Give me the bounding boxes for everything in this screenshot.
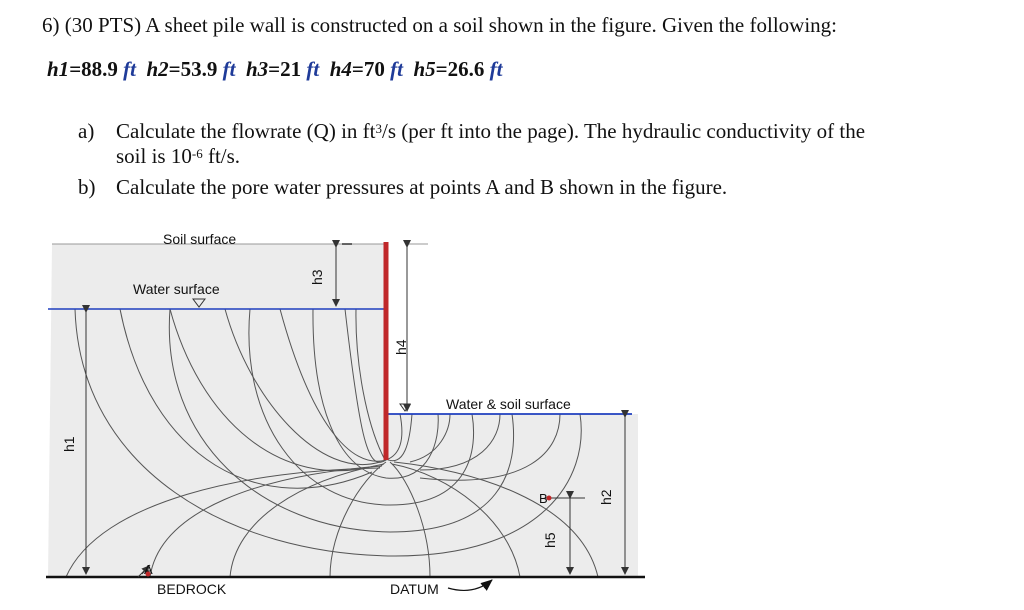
given-name: h5 [413,57,436,81]
part-a-line2-post: ft/s. [202,144,241,168]
given-unit: ft [123,57,136,81]
given-value: 88.9 [81,57,118,81]
given-unit: ft [306,57,320,81]
water-surface-label: Water surface [133,281,220,297]
given-value: 70 [363,57,385,81]
given-name: h4 [329,57,352,81]
part-a-text [116,119,865,169]
part-a-line1-post: /s (per ft into the page). The hydraulic conductivity of the [381,119,866,143]
given-value: 53.9 [180,57,218,81]
water-soil-surface-label: Water & soil surface [446,396,571,412]
given-name: h3 [245,57,269,81]
question-header [42,13,837,38]
part-a-line1-pre: Calculate the flowrate (Q) in ft [116,119,376,143]
bedrock-label: BEDROCK [157,581,227,597]
part-b-label: b) [78,175,96,199]
h5-label: h5 [542,532,558,548]
given-name: h1 [47,57,70,81]
h4-label: h4 [393,339,409,355]
soil-surface-label: Soil surface [163,231,237,247]
sheet-pile-figure [0,225,1024,610]
h3-label: h3 [309,269,325,285]
given-unit: ft [390,57,403,81]
point-a-label: A [144,562,153,577]
question-statement: A sheet pile wall is constructed on a soil shown in the figure. Given the following: [145,13,837,37]
water-level-triangle-right [400,404,410,411]
datum-label: DATUM [390,581,439,597]
given-name: h2 [146,57,169,81]
given-unit: ft [222,57,236,81]
datum-arrow [448,580,492,590]
h1-label: h1 [61,436,77,452]
part-a-label: a) [78,119,95,143]
part-b-text: Calculate the pore water pressures at points A and B shown in the figure. [116,175,728,199]
h2-label: h2 [598,489,614,505]
given-value: 26.6 [447,57,485,81]
part-a-line2-pre: soil is 10 [116,144,192,168]
part-a-sup-3: 3 [375,121,382,136]
part-a-sup-exp: -6 [191,146,203,161]
point-b-label: B [539,491,548,506]
question-number: 6) [42,13,60,37]
given-values: h1=88.9 ft h2=53.9 ft h3=21 ft h4=70 ft h5=26.6 ft [47,57,503,81]
given-value: 21 [280,57,302,81]
question-points: (30 PTS) [64,13,142,37]
given-unit: ft [489,57,503,81]
